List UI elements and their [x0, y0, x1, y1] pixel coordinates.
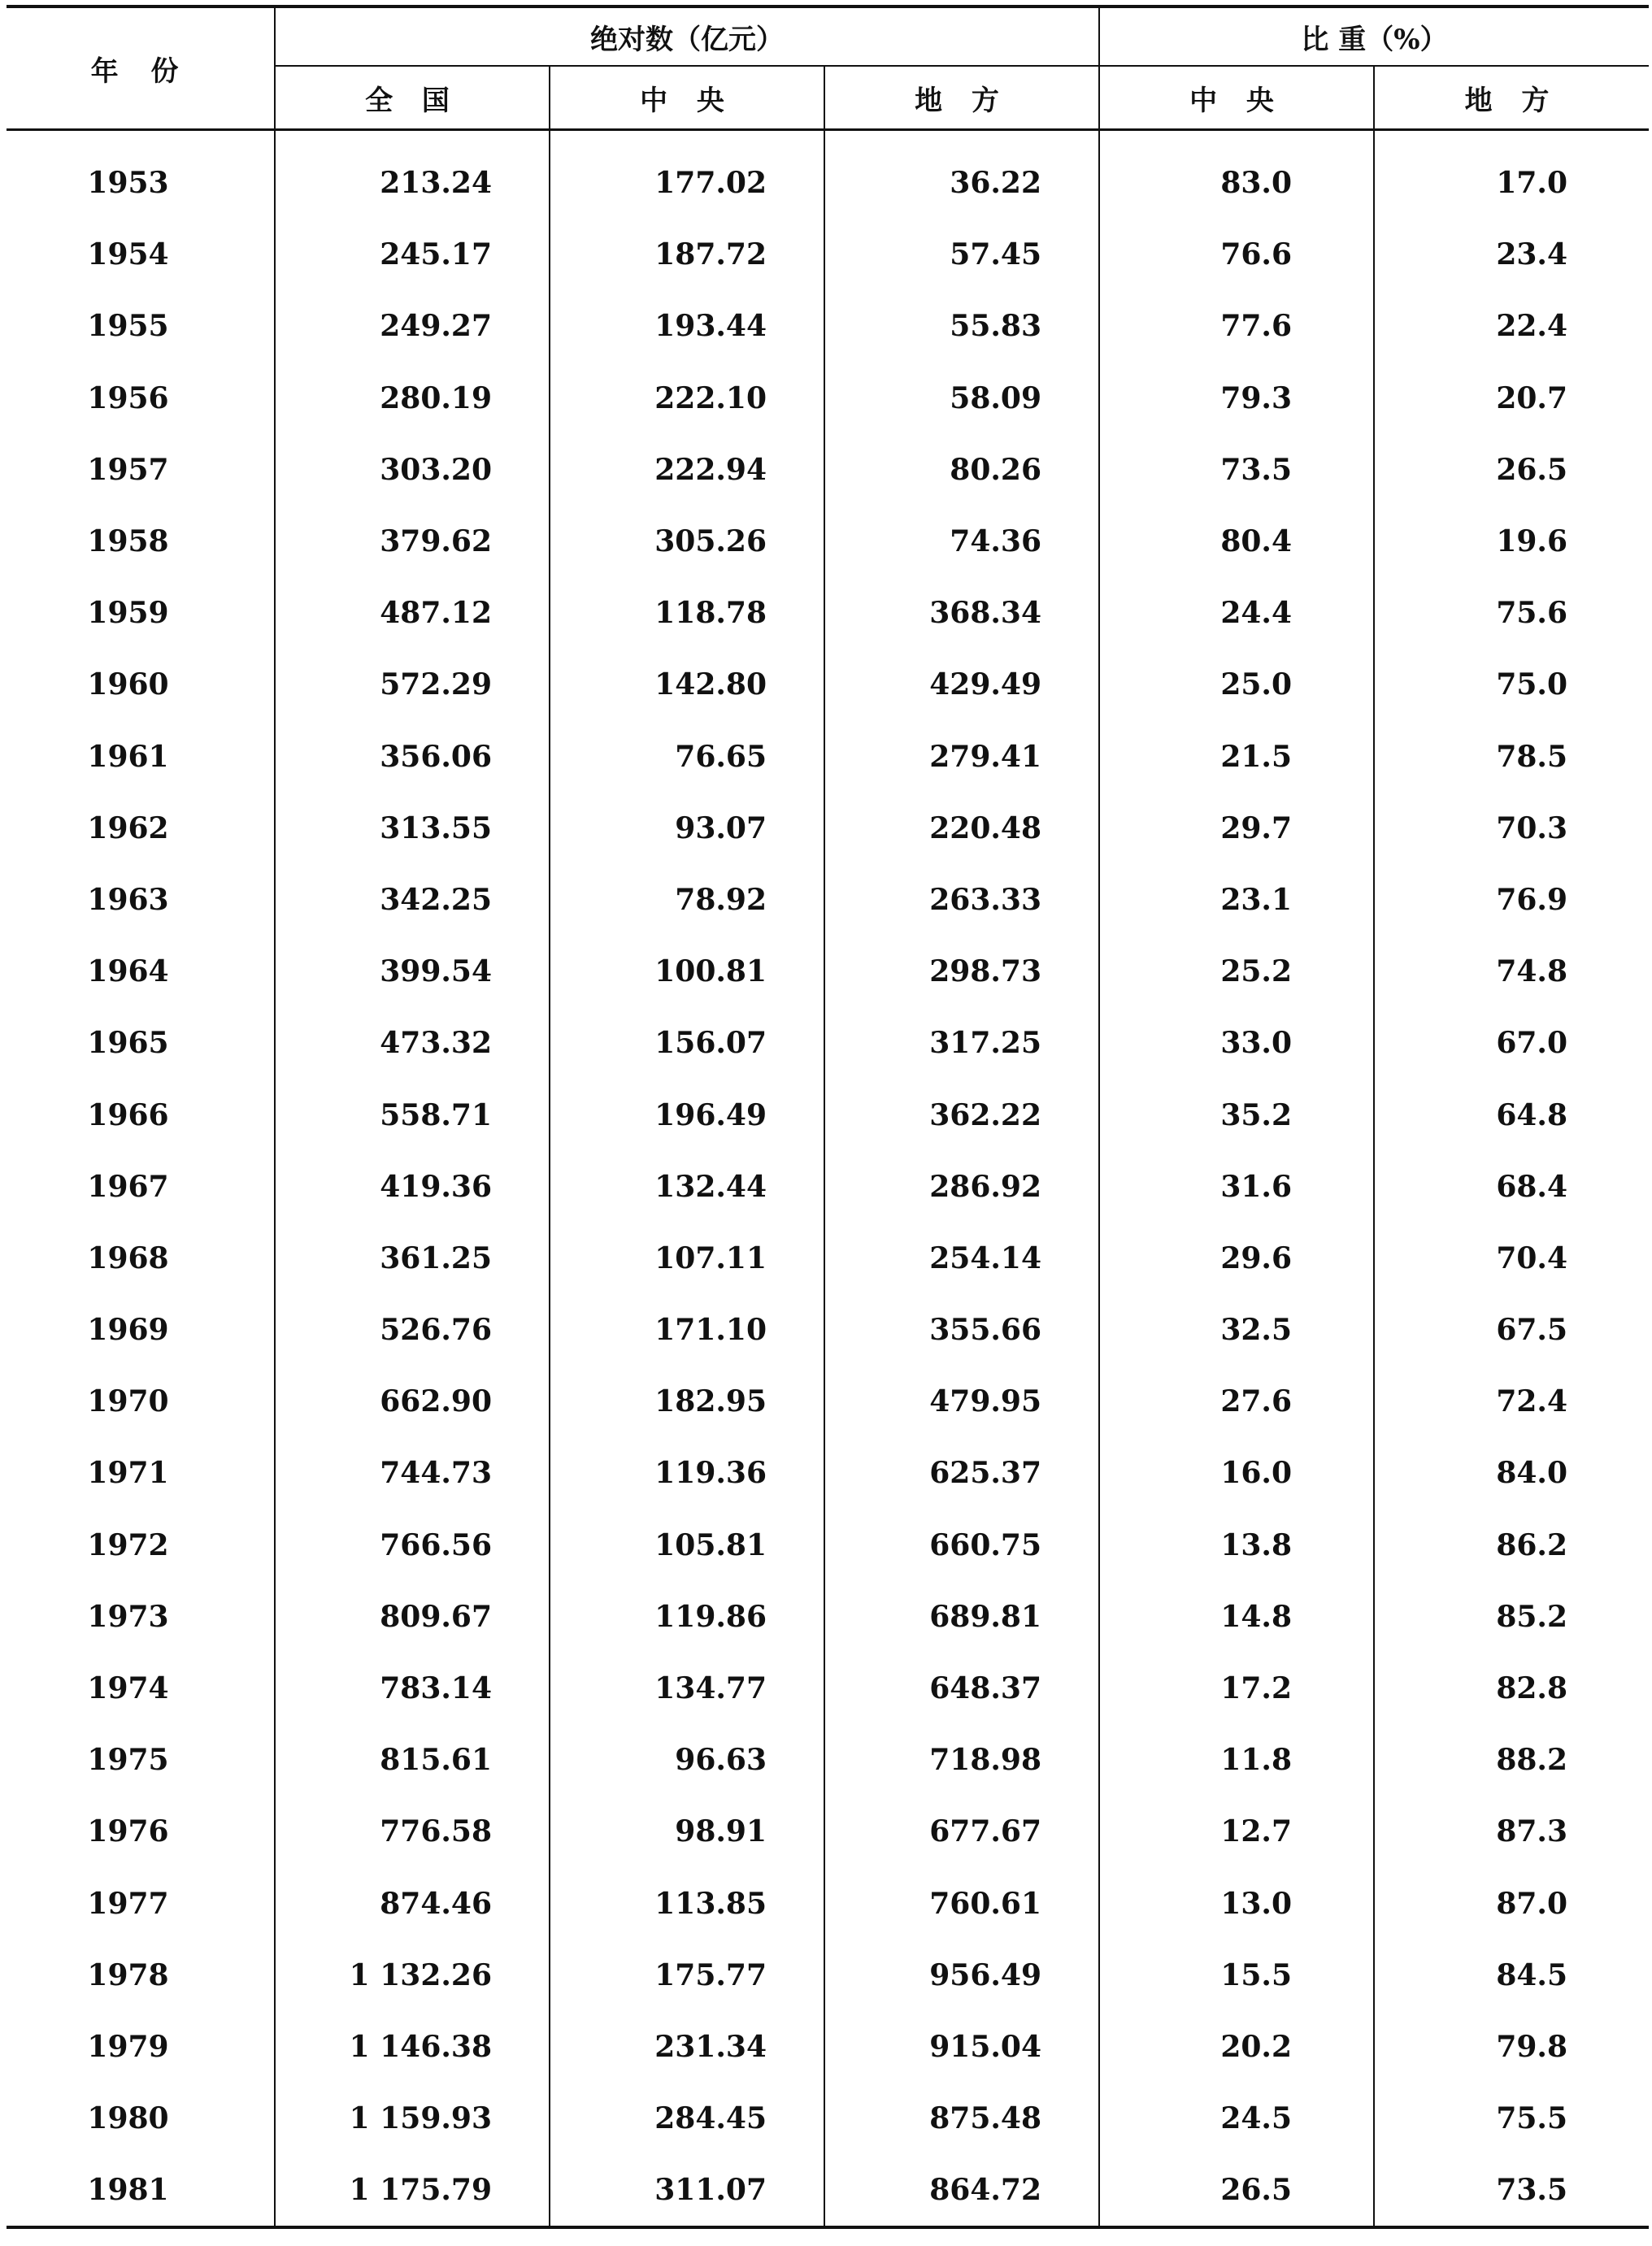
local-value-cell: 648.37 — [824, 1653, 1099, 1724]
year-cell: 1970 — [7, 1366, 275, 1437]
local-value-cell: 760.61 — [824, 1868, 1099, 1940]
central-share-cell: 27.6 — [1099, 1366, 1374, 1437]
year-cell: 1963 — [7, 864, 275, 936]
central-value-cell: 76.65 — [550, 721, 824, 793]
national-value-cell: 313.55 — [275, 793, 550, 864]
local-value-cell: 660.75 — [824, 1510, 1099, 1581]
local-value-cell: 479.95 — [824, 1366, 1099, 1437]
local-share-cell: 87.3 — [1496, 1814, 1567, 1849]
central-share-cell: 23.1 — [1099, 864, 1374, 936]
local-value-cell: 80.26 — [824, 434, 1099, 506]
central-share-cell: 13.8 — [1099, 1510, 1374, 1581]
local-value-cell: 74.36 — [824, 506, 1099, 577]
national-value-cell: 1 159.93 — [275, 2083, 550, 2154]
table-row — [7, 290, 1649, 362]
local-share-cell: 79.8 — [1496, 2029, 1567, 2064]
local-share-cell: 82.8 — [1496, 1671, 1567, 1706]
year-cell: 1973 — [7, 1581, 275, 1653]
year-cell: 1968 — [7, 1223, 275, 1294]
revenue-table — [7, 5, 1649, 2229]
national-value-cell: 356.06 — [275, 721, 550, 793]
table-row — [7, 219, 1649, 290]
year-cell: 1980 — [7, 2083, 275, 2154]
local-share-cell: 70.4 — [1496, 1240, 1567, 1275]
local-value-cell: 57.45 — [824, 219, 1099, 290]
table-row — [7, 1437, 1649, 1509]
year-cell: 1971 — [7, 1437, 275, 1509]
table-row — [7, 1151, 1649, 1223]
central-share-cell: 31.6 — [1099, 1151, 1374, 1223]
local-share-cell: 26.5 — [1496, 452, 1567, 487]
local-value-cell: 36.22 — [824, 130, 1099, 219]
central-share-cell: 26.5 — [1099, 2154, 1374, 2227]
table-row — [7, 864, 1649, 936]
table-row — [7, 1581, 1649, 1653]
central-value-cell: 134.77 — [550, 1653, 824, 1724]
share-local-header: 地 方 — [1464, 84, 1559, 117]
table-row — [7, 577, 1649, 649]
national-value-cell: 342.25 — [275, 864, 550, 936]
local-share-cell: 74.8 — [1496, 954, 1567, 989]
share-central-header: 中 央 — [1099, 66, 1374, 130]
local-share-cell: 84.5 — [1496, 1957, 1567, 1992]
local-share-cell: 87.0 — [1496, 1886, 1567, 1921]
table-row — [7, 1724, 1649, 1796]
central-share-cell: 29.6 — [1099, 1223, 1374, 1294]
year-cell: 1955 — [7, 290, 275, 362]
absolute-central-header: 中 央 — [550, 66, 824, 130]
local-value-cell: 956.49 — [824, 1940, 1099, 2011]
central-value-cell: 113.85 — [550, 1868, 824, 1940]
national-value-cell: 419.36 — [275, 1151, 550, 1223]
central-value-cell: 193.44 — [550, 290, 824, 362]
year-cell: 1954 — [7, 219, 275, 290]
year-cell: 1979 — [7, 2011, 275, 2083]
local-value-cell: 220.48 — [824, 793, 1099, 864]
central-share-cell: 16.0 — [1099, 1437, 1374, 1509]
central-value-cell: 187.72 — [550, 219, 824, 290]
year-cell: 1964 — [7, 936, 275, 1007]
year-cell: 1957 — [7, 434, 275, 506]
central-value-cell: 105.81 — [550, 1510, 824, 1581]
table-row — [7, 1940, 1649, 2011]
national-value-cell: 487.12 — [275, 577, 550, 649]
local-share-cell: 64.8 — [1496, 1097, 1567, 1132]
year-cell: 1962 — [7, 793, 275, 864]
local-value-cell: 58.09 — [824, 363, 1099, 434]
year-cell: 1972 — [7, 1510, 275, 1581]
local-value-cell: 368.34 — [824, 577, 1099, 649]
year-cell: 1977 — [7, 1868, 275, 1940]
year-cell: 1956 — [7, 363, 275, 434]
national-value-cell: 874.46 — [275, 1868, 550, 1940]
local-value-cell: 864.72 — [824, 2154, 1099, 2227]
central-share-cell: 73.5 — [1099, 434, 1374, 506]
year-cell: 1959 — [7, 577, 275, 649]
year-cell: 1978 — [7, 1940, 275, 2011]
local-share-cell: 75.6 — [1496, 596, 1567, 631]
local-value-cell: 55.83 — [824, 290, 1099, 362]
central-value-cell: 118.78 — [550, 577, 824, 649]
central-value-cell: 177.02 — [550, 130, 824, 219]
central-share-cell: 35.2 — [1099, 1079, 1374, 1150]
central-value-cell: 284.45 — [550, 2083, 824, 2154]
table-row — [7, 1366, 1649, 1437]
local-value-cell: 298.73 — [824, 936, 1099, 1007]
table-row — [7, 1007, 1649, 1079]
year-cell: 1958 — [7, 506, 275, 577]
national-value-cell: 379.62 — [275, 506, 550, 577]
local-value-cell: 429.49 — [824, 649, 1099, 720]
local-share-cell: 85.2 — [1496, 1599, 1567, 1634]
year-column-header: 年 份 — [7, 7, 275, 130]
central-value-cell: 96.63 — [550, 1724, 824, 1796]
absolute-group-header: 绝对数（亿元） — [275, 7, 1099, 66]
year-cell: 1976 — [7, 1796, 275, 1867]
central-value-cell: 196.49 — [550, 1079, 824, 1150]
local-share-cell: 75.0 — [1496, 667, 1567, 702]
national-value-cell: 399.54 — [275, 936, 550, 1007]
central-share-cell: 13.0 — [1099, 1868, 1374, 1940]
local-value-cell: 915.04 — [824, 2011, 1099, 2083]
central-share-cell: 25.0 — [1099, 649, 1374, 720]
local-value-cell: 286.92 — [824, 1151, 1099, 1223]
local-share-cell: 23.4 — [1496, 237, 1567, 272]
table-row — [7, 1079, 1649, 1150]
year-cell: 1967 — [7, 1151, 275, 1223]
national-value-cell: 776.58 — [275, 1796, 550, 1867]
local-share-cell: 22.4 — [1496, 309, 1567, 344]
local-value-cell: 689.81 — [824, 1581, 1099, 1653]
year-cell: 1966 — [7, 1079, 275, 1150]
central-value-cell: 93.07 — [550, 793, 824, 864]
central-share-cell: 25.2 — [1099, 936, 1374, 1007]
central-value-cell: 98.91 — [550, 1796, 824, 1867]
central-value-cell: 142.80 — [550, 649, 824, 720]
table-row — [7, 434, 1649, 506]
national-value-cell: 1 132.26 — [275, 1940, 550, 2011]
table-row — [7, 1223, 1649, 1294]
central-share-cell: 33.0 — [1099, 1007, 1374, 1079]
table-row — [7, 2154, 1649, 2227]
local-value-cell: 875.48 — [824, 2083, 1099, 2154]
central-share-cell: 15.5 — [1099, 1940, 1374, 2011]
national-value-cell: 783.14 — [275, 1653, 550, 1724]
table-row — [7, 721, 1649, 793]
national-value-cell: 213.24 — [275, 130, 550, 219]
central-value-cell: 171.10 — [550, 1294, 824, 1366]
central-share-cell: 76.6 — [1099, 219, 1374, 290]
central-value-cell: 222.94 — [550, 434, 824, 506]
local-share-cell: 67.5 — [1496, 1313, 1567, 1348]
year-cell: 1969 — [7, 1294, 275, 1366]
national-value-cell: 249.27 — [275, 290, 550, 362]
central-value-cell: 100.81 — [550, 936, 824, 1007]
central-value-cell: 231.34 — [550, 2011, 824, 2083]
central-value-cell: 311.07 — [550, 2154, 824, 2227]
local-share-cell: 88.2 — [1496, 1743, 1567, 1778]
local-share-cell: 86.2 — [1496, 1527, 1567, 1562]
table-row — [7, 1653, 1649, 1724]
national-value-cell: 815.61 — [275, 1724, 550, 1796]
national-value-cell: 572.29 — [275, 649, 550, 720]
table-row — [7, 1294, 1649, 1366]
year-cell: 1961 — [7, 721, 275, 793]
table-row — [7, 1510, 1649, 1581]
table-row — [7, 2011, 1649, 2083]
national-value-cell: 361.25 — [275, 1223, 550, 1294]
table-row — [7, 363, 1649, 434]
national-value-cell: 280.19 — [275, 363, 550, 434]
central-share-cell: 79.3 — [1099, 363, 1374, 434]
national-value-cell: 1 146.38 — [275, 2011, 550, 2083]
central-share-cell: 80.4 — [1099, 506, 1374, 577]
local-value-cell: 279.41 — [824, 721, 1099, 793]
year-cell: 1965 — [7, 1007, 275, 1079]
central-value-cell: 156.07 — [550, 1007, 824, 1079]
central-value-cell: 132.44 — [550, 1151, 824, 1223]
central-share-cell: 17.2 — [1099, 1653, 1374, 1724]
local-share-cell: 73.5 — [1374, 2154, 1649, 2227]
central-value-cell: 182.95 — [550, 1366, 824, 1437]
local-share-cell: 76.9 — [1496, 882, 1567, 917]
local-share-cell: 20.7 — [1496, 380, 1567, 415]
absolute-national-header: 全 国 — [275, 66, 550, 130]
central-share-cell: 12.7 — [1099, 1796, 1374, 1867]
local-value-cell: 718.98 — [824, 1724, 1099, 1796]
year-cell: 1974 — [7, 1653, 275, 1724]
year-cell: 1975 — [7, 1724, 275, 1796]
national-value-cell: 558.71 — [275, 1079, 550, 1150]
table-body — [7, 130, 1649, 2228]
central-share-cell: 32.5 — [1099, 1294, 1374, 1366]
local-share-cell: 70.3 — [1496, 810, 1567, 845]
central-value-cell: 107.11 — [550, 1223, 824, 1294]
local-value-cell: 254.14 — [824, 1223, 1099, 1294]
local-value-cell: 677.67 — [824, 1796, 1099, 1867]
national-value-cell: 303.20 — [275, 434, 550, 506]
local-value-cell: 317.25 — [824, 1007, 1099, 1079]
local-share-cell: 84.0 — [1496, 1456, 1567, 1491]
year-cell: 1981 — [7, 2154, 275, 2227]
central-value-cell: 222.10 — [550, 363, 824, 434]
central-value-cell: 119.36 — [550, 1437, 824, 1509]
absolute-local-header: 地 方 — [824, 66, 1099, 130]
central-share-cell: 21.5 — [1099, 721, 1374, 793]
national-value-cell: 1 175.79 — [275, 2154, 550, 2227]
central-value-cell: 305.26 — [550, 506, 824, 577]
local-value-cell: 355.66 — [824, 1294, 1099, 1366]
central-share-cell: 24.4 — [1099, 577, 1374, 649]
central-share-cell: 24.5 — [1099, 2083, 1374, 2154]
local-share-cell: 72.4 — [1496, 1384, 1567, 1419]
local-share-cell: 19.6 — [1496, 524, 1567, 559]
national-value-cell: 744.73 — [275, 1437, 550, 1509]
year-cell: 1953 — [7, 130, 275, 219]
central-share-cell: 20.2 — [1099, 2011, 1374, 2083]
table-row — [7, 649, 1649, 720]
table-row — [7, 793, 1649, 864]
local-share-cell: 75.5 — [1496, 2101, 1567, 2136]
national-value-cell: 766.56 — [275, 1510, 550, 1581]
table-row — [7, 130, 1649, 219]
central-value-cell: 175.77 — [550, 1940, 824, 2011]
local-value-cell: 263.33 — [824, 864, 1099, 936]
central-share-cell: 29.7 — [1099, 793, 1374, 864]
local-value-cell: 362.22 — [824, 1079, 1099, 1150]
table-header — [7, 7, 1649, 130]
local-share-cell: 67.0 — [1496, 1026, 1567, 1061]
central-share-cell: 14.8 — [1099, 1581, 1374, 1653]
table-row — [7, 506, 1649, 577]
local-share-cell: 17.0 — [1496, 166, 1567, 201]
share-group-header: 比 重（%） — [1099, 7, 1649, 66]
national-value-cell: 809.67 — [275, 1581, 550, 1653]
national-value-cell: 473.32 — [275, 1007, 550, 1079]
national-value-cell: 526.76 — [275, 1294, 550, 1366]
central-value-cell: 119.86 — [550, 1581, 824, 1653]
local-share-cell: 78.5 — [1496, 739, 1567, 774]
table-row — [7, 2083, 1649, 2154]
year-cell: 1960 — [7, 649, 275, 720]
central-share-cell: 83.0 — [1099, 130, 1374, 219]
central-share-cell: 11.8 — [1099, 1724, 1374, 1796]
national-value-cell: 662.90 — [275, 1366, 550, 1437]
national-value-cell: 245.17 — [275, 219, 550, 290]
local-value-cell: 625.37 — [824, 1437, 1099, 1509]
central-share-cell: 77.6 — [1099, 290, 1374, 362]
central-value-cell: 78.92 — [550, 864, 824, 936]
table-row — [7, 936, 1649, 1007]
table-row — [7, 1868, 1649, 1940]
local-share-cell: 68.4 — [1496, 1169, 1567, 1204]
table-row — [7, 1796, 1649, 1867]
